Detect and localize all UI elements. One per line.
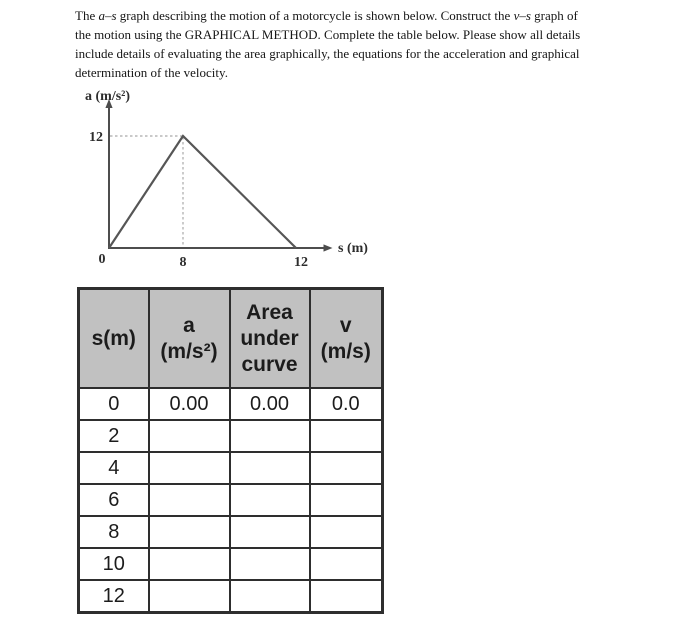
problem-statement [75, 6, 655, 82]
table-cell-area [230, 580, 310, 613]
statement-text: graph describing the motion of a motorcycle is shown below. Construct the [116, 8, 514, 23]
as-graph [75, 84, 385, 276]
table-cell-s: 12 [79, 580, 149, 613]
table-row [79, 452, 383, 484]
table-cell-a [149, 420, 230, 452]
table-cell-area [230, 484, 310, 516]
x-tick-0: 0 [98, 252, 106, 267]
table-cell-s: 2 [79, 420, 149, 452]
statement-var-s: s [111, 8, 117, 23]
table-cell-a [149, 580, 230, 613]
table-cell-v [310, 580, 383, 613]
table-cell-v [310, 452, 383, 484]
table-cell-area [230, 548, 310, 580]
table-cell-s: 0 [79, 388, 149, 420]
table-header-s [79, 289, 149, 389]
table-header-area [230, 289, 310, 389]
table-row [79, 420, 383, 452]
statement-var-s: s [525, 8, 531, 23]
table-cell-area [230, 420, 310, 452]
statement-line-1 [75, 6, 655, 25]
header-label: curve [241, 352, 298, 376]
table-header-a [149, 289, 230, 389]
table-cell-a [149, 548, 230, 580]
table-cell-v [310, 548, 383, 580]
table-cell-s: 8 [79, 516, 149, 548]
results-table [77, 287, 384, 614]
header-label: (m/s²) [160, 339, 218, 363]
x-axis-label: s (m) [338, 241, 368, 256]
table-cell-area [230, 452, 310, 484]
y-axis-label: a (m/s²) [85, 89, 131, 104]
statement-dash: – [519, 8, 526, 23]
table-header-row [79, 289, 383, 389]
as-curve [109, 136, 296, 248]
x-axis-arrow-icon [324, 244, 333, 251]
header-label: v [339, 313, 352, 337]
statement-var-v: v [513, 8, 520, 23]
statement-dash: – [104, 8, 112, 23]
header-label: under [240, 326, 299, 350]
header-label: s(m) [91, 326, 136, 350]
table-row [79, 516, 383, 548]
table-cell-v: 0.0 [310, 388, 383, 420]
x-tick-12: 12 [294, 255, 308, 270]
table-cell-s: 10 [79, 548, 149, 580]
table-cell-a [149, 516, 230, 548]
header-label: a [183, 313, 195, 337]
statement-var-a: a [98, 8, 105, 23]
statement-line-4: determination of the velocity. [75, 65, 228, 80]
table-row [79, 484, 383, 516]
header-label: Area [246, 300, 293, 324]
statement-text: graph of [530, 8, 578, 23]
statement-line-3: include details of evaluating the area graphically, the equations for the acceleration and graphical [75, 46, 580, 61]
table-cell-s: 4 [79, 452, 149, 484]
table-cell-area: 0.00 [230, 388, 310, 420]
table-row [79, 580, 383, 613]
statement-line-2: the motion using the GRAPHICAL METHOD. Complete the table below. Please show all details [75, 27, 581, 42]
table-cell-v [310, 484, 383, 516]
table-row [79, 388, 383, 420]
x-tick-8: 8 [179, 255, 187, 270]
header-label: (m/s) [320, 339, 371, 363]
table-cell-s: 6 [79, 484, 149, 516]
table-cell-a: 0.00 [149, 388, 230, 420]
table-cell-a [149, 484, 230, 516]
table-cell-area [230, 516, 310, 548]
statement-text: The [75, 8, 99, 23]
table-cell-a [149, 452, 230, 484]
table-cell-v [310, 420, 383, 452]
table-header-v [310, 289, 383, 389]
table-row [79, 548, 383, 580]
table-cell-v [310, 516, 383, 548]
y-tick-12: 12 [89, 130, 103, 145]
